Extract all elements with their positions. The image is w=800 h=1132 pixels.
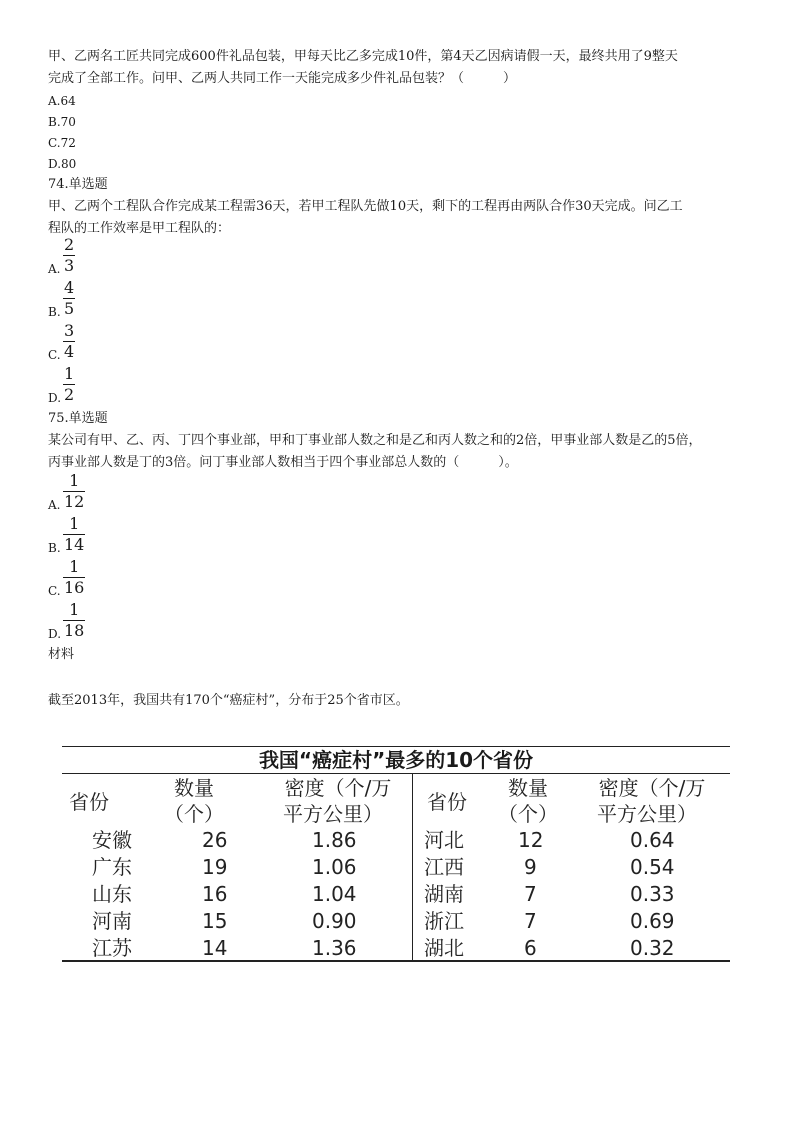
numerator: 4 [64, 278, 75, 297]
option-label: C. [48, 348, 61, 362]
denominator: 18 [64, 621, 85, 640]
cell-count: 26 [202, 828, 228, 852]
denominator: 2 [64, 385, 75, 404]
option-label: D. [48, 627, 62, 641]
cell-count: 19 [202, 855, 228, 879]
header-density-right-line2: 平方公里） [597, 802, 697, 826]
q75-text-line2: 丙事业部人数是丁的3倍。问丁事业部人数相当于四个事业部总人数的（ ）。 [48, 455, 518, 470]
q73-option-c: C.72 [48, 136, 76, 150]
numerator: 2 [64, 235, 75, 254]
header-province-left: 省份 [69, 790, 109, 814]
fraction [63, 280, 75, 317]
q74-text-line1: 甲、乙两个工程队合作完成某工程需36天，若甲工程队先做10天，剩下的工程再由两队合作30天完成。问乙工 [48, 199, 683, 214]
q73-text-line2: 完成了全部工作。问甲、乙两人共同工作一天能完成多少件礼品包装？（ ） [48, 71, 517, 86]
cell-density: 0.32 [630, 936, 675, 960]
cell-count: 7 [524, 882, 537, 906]
header-count-left-line2: （个） [164, 802, 224, 826]
numerator: 1 [64, 364, 75, 383]
header-count-left-line1: 数量 [174, 776, 214, 800]
numerator: 3 [64, 321, 75, 340]
fraction [63, 366, 75, 403]
numerator: 1 [69, 557, 80, 576]
material-intro: 截至2013年，我国共有170个“癌症村”，分布于25个省市区。 [48, 693, 409, 708]
cell-count: 6 [524, 936, 537, 960]
denominator: 16 [64, 578, 85, 597]
cell-province: 湖南 [424, 882, 464, 906]
q73-option-b: B.70 [48, 115, 76, 129]
denominator: 3 [64, 256, 75, 275]
option-label: B. [48, 541, 61, 555]
cell-count: 14 [202, 936, 228, 960]
table-center-divider [412, 774, 413, 960]
material-label: 材料 [48, 647, 75, 662]
fraction [63, 559, 85, 596]
cell-count: 15 [202, 909, 228, 933]
numerator: 1 [69, 600, 80, 619]
q75-header: 75.单选题 [48, 411, 108, 426]
cell-density: 0.69 [630, 909, 675, 933]
table-title: 我国“癌症村”最多的10个省份 [258, 748, 534, 772]
fraction [63, 602, 85, 639]
cell-count: 9 [524, 855, 537, 879]
option-label: D. [48, 391, 62, 405]
cell-province: 江西 [424, 855, 464, 879]
cell-count: 12 [518, 828, 544, 852]
header-density-right-line1: 密度（个/万 [598, 776, 706, 800]
cell-province: 山东 [92, 882, 132, 906]
q74-text-line2: 程队的工作效率是甲工程队的： [48, 221, 231, 236]
denominator: 4 [64, 342, 75, 361]
cell-count: 7 [524, 909, 537, 933]
header-count-right-line2: （个） [498, 802, 558, 826]
q74-header: 74.单选题 [48, 177, 108, 192]
cell-province: 湖北 [424, 936, 464, 960]
numerator: 1 [69, 514, 80, 533]
cell-density: 1.36 [312, 936, 357, 960]
q73-option-a: A.64 [48, 94, 76, 108]
cell-density: 1.86 [312, 828, 357, 852]
option-label: C. [48, 584, 61, 598]
cell-density: 0.90 [312, 909, 357, 933]
denominator: 12 [64, 492, 85, 511]
fraction [63, 323, 75, 360]
numerator: 1 [69, 471, 80, 490]
q75-text-line1: 某公司有甲、乙、丙、丁四个事业部，甲和丁事业部人数之和是乙和丙人数之和的2倍，甲事业部人数是乙的5倍， [48, 433, 702, 448]
cell-province: 河南 [92, 909, 132, 933]
cell-province: 河北 [424, 828, 464, 852]
cell-province: 浙江 [424, 909, 464, 933]
option-label: A. [48, 262, 61, 276]
denominator: 14 [64, 535, 85, 554]
cell-density: 0.33 [630, 882, 675, 906]
cell-density: 1.04 [312, 882, 357, 906]
q73-text-line1: 甲、乙两名工匠共同完成600件礼品包装，甲每天比乙多完成10件，第4天乙因病请假一天，最终共用了9整天 [48, 49, 678, 64]
header-density-left-line2: 平方公里） [283, 802, 383, 826]
cell-density: 0.64 [630, 828, 675, 852]
q73-option-d: D.80 [48, 157, 77, 171]
cancer-village-table [62, 746, 730, 962]
header-province-right: 省份 [427, 790, 467, 814]
fraction [63, 237, 75, 274]
cell-count: 16 [202, 882, 228, 906]
cell-province: 安徽 [92, 828, 132, 852]
option-label: B. [48, 305, 61, 319]
header-count-right-line1: 数量 [508, 776, 548, 800]
header-density-left-line1: 密度（个/万 [284, 776, 392, 800]
cell-province: 广东 [92, 855, 132, 879]
cell-province: 江苏 [92, 936, 132, 960]
table-title-rule [62, 773, 730, 774]
cell-density: 1.06 [312, 855, 357, 879]
fraction [63, 516, 85, 553]
cell-density: 0.54 [630, 855, 675, 879]
denominator: 5 [64, 299, 75, 318]
option-label: A. [48, 498, 61, 512]
fraction [63, 473, 85, 510]
